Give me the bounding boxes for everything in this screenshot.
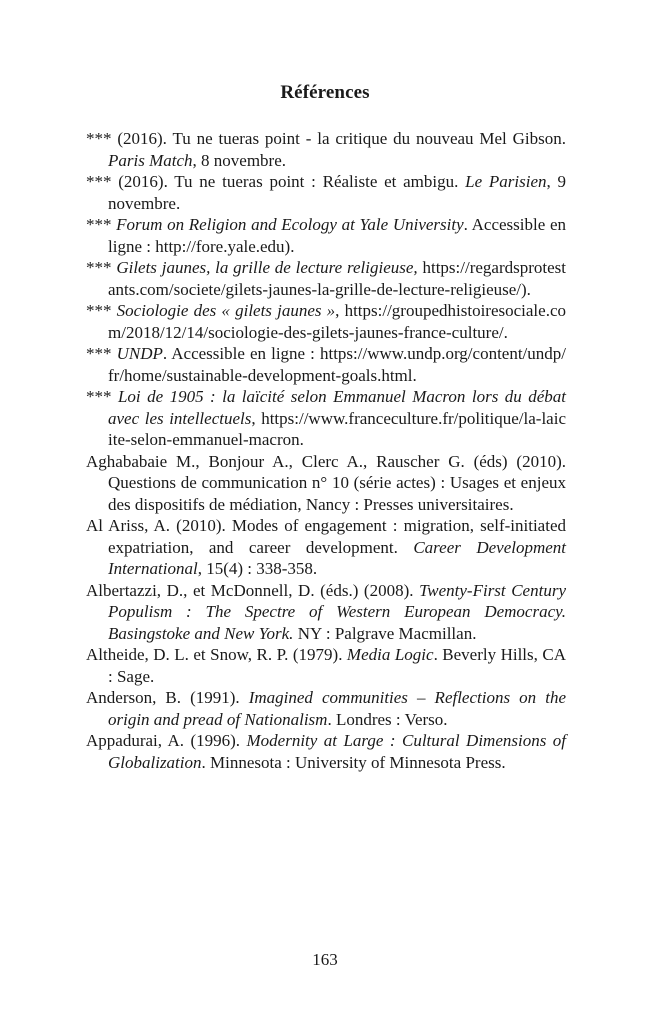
reference-text: Aghababaie M., Bonjour A., Clerc A., Rauscher G. (éds) (2010). Questions de communication n° 10 (série actes) : Usages et enjeux des dispositifs de médiation, Nancy : Presses universitaires.: [86, 451, 566, 514]
reference-entry: [86, 451, 566, 516]
reference-text: ***: [86, 344, 117, 363]
reference-title: Le Parisien: [465, 172, 547, 191]
reference-title: UNDP: [116, 344, 163, 363]
reference-title: Sociologie des « gilets jaunes »: [116, 301, 336, 320]
reference-text: *** (2016). Tu ne tueras point - la critique du nouveau Mel Gibson.: [86, 129, 566, 148]
reference-text: ***: [86, 258, 117, 277]
reference-entry: [86, 580, 566, 645]
reference-title: Forum on Religion and Ecology at Yale University: [116, 215, 464, 234]
reference-text: *** (2016). Tu ne tueras point : Réaliste et ambigu.: [86, 172, 466, 191]
reference-title: Gilets jaunes, la grille de lecture religieuse,: [116, 258, 418, 277]
reference-text: . Minnesota : University of Minnesota Press.: [201, 752, 506, 772]
reference-entry: [86, 687, 566, 730]
reference-title: Media Logic: [346, 645, 434, 664]
reference-entry: [86, 257, 566, 300]
reference-entry: [86, 214, 566, 257]
reference-url: . Accessible en ligne : https://www.undp.org/content/undp/fr/home/sustainable-development-goals.html.: [108, 344, 567, 385]
reference-entry: [86, 171, 566, 214]
reference-text: . Londres : Verso.: [327, 709, 448, 729]
reference-list: [86, 128, 566, 773]
reference-entry: [86, 644, 566, 687]
reference-text: Albertazzi, D., et McDonnell, D. (éds.) (2008).: [86, 580, 420, 600]
reference-text: ***: [86, 215, 117, 234]
reference-title: Twenty-First Century Populism : The Spectre of Western European Democracy. Basingstoke and New York.: [108, 580, 566, 643]
reference-text: ***: [86, 301, 117, 320]
reference-title: Modernity at Large : Cultural Dimensions of Globalization: [108, 731, 566, 772]
reference-entry: [86, 515, 566, 580]
reference-text: , 9 novembre.: [108, 172, 566, 213]
reference-url: , https://www.franceculture.fr/politique/la-laicite-selon-emmanuel-macron.: [108, 408, 566, 449]
reference-text: Anderson, B. (1991).: [86, 688, 249, 707]
reference-text: NY : Palgrave Macmillan.: [293, 623, 477, 643]
reference-title: Loi de 1905 : la laïcité selon Emmanuel Macron lors du débat avec les intellectuels: [108, 387, 566, 428]
reference-text: ***: [86, 387, 118, 406]
reference-text: Al Ariss, A. (2010). Modes of engagement : migration, self-initiated expatriation, and career development.: [86, 516, 566, 557]
reference-title: Imagined communities – Reflections on the origin and pread of Nationalism: [108, 688, 566, 729]
reference-text: . Accessible en ligne : http://fore.yale.edu).: [108, 215, 566, 256]
reference-url: , https://groupedhistoiresociale.com/2018/12/14/sociologie-des-gilets-jaunes-france-culture/.: [108, 301, 566, 342]
page-number: 163: [312, 950, 338, 969]
reference-entry: [86, 128, 566, 171]
reference-text: Altheide, D. L. et Snow, R. P. (1979).: [86, 645, 347, 664]
reference-title: Career Development International: [108, 537, 567, 578]
reference-text: , 8 novembre.: [192, 150, 287, 170]
reference-entry: [86, 300, 566, 343]
reference-text: , 15(4) : 338-358.: [197, 559, 318, 578]
reference-entry: [86, 343, 566, 386]
reference-text: . Beverly Hills, CA : Sage.: [108, 645, 566, 686]
reference-title: Paris Match: [108, 150, 193, 170]
reference-url: https://regardsprotestants.com/societe/gilets-jaunes-la-grille-de-lecture-religieuse/).: [108, 258, 566, 299]
page-title: Références: [280, 82, 370, 103]
reference-text: Appadurai, A. (1996).: [86, 731, 247, 750]
reference-entry: [86, 386, 566, 451]
reference-entry: [86, 730, 566, 773]
